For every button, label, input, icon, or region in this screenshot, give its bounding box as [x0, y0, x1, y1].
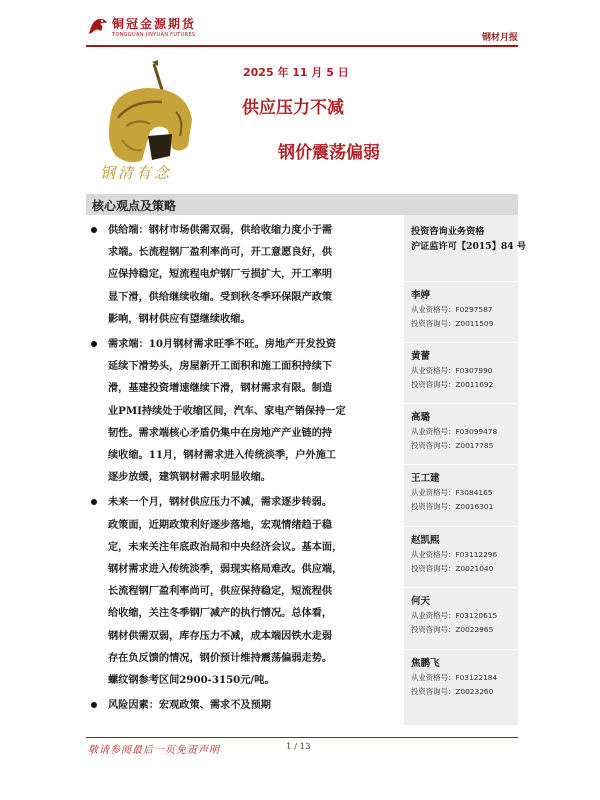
- paragraph-line: 应保持稳定，短流程电炉钢厂亏损扩大，开工率明: [108, 268, 333, 281]
- paragraph-line: 供给端：钢材市场供需双弱，供给收缩力度小于需: [108, 224, 333, 236]
- paragraph-line: 需求端：10月钢材需求旺季不旺。房地产开发投资: [108, 338, 337, 351]
- report-title: 供应压力不减: [242, 98, 344, 118]
- header-divider: [86, 45, 518, 47]
- paragraph-line: 钢材需求进入传统淡季，弱现实格局难改。供应端，: [108, 563, 343, 576]
- analyst-divider: [404, 403, 518, 404]
- report-type-label: 钢材月报: [481, 33, 518, 43]
- paragraph-line: 存在负反馈的情况，钢价预计维持震荡偏弱走势。: [108, 651, 333, 664]
- paragraph-line: 政策面，近期政策利好逐步落地，宏观情绪趋于稳: [108, 518, 333, 531]
- company-logo-icon: [86, 14, 110, 38]
- analyst-practice-id: 从业资格号：F03122184: [411, 673, 498, 682]
- analyst-consult-id: 投资咨询号：Z0017785: [411, 441, 494, 450]
- paragraph-line: 显下滑，供给继续收缩。受到秋冬季环保限产政策: [108, 290, 333, 303]
- page-number: 1 / 13: [286, 742, 311, 752]
- report-date: 2025 年 11 月 5 日: [243, 66, 349, 79]
- analyst-practice-id: 从业资格号：F03099478: [411, 427, 498, 436]
- analyst-practice-id: 从业资格号：F03112296: [411, 550, 498, 559]
- analyst-divider: [404, 342, 518, 343]
- analyst-consult-id: 投资咨询号：Z0011509: [411, 319, 494, 328]
- analyst-consult-id: 投资咨询号：Z0011692: [411, 380, 494, 389]
- paragraph-line: 求端。长流程钢厂盈利率尚可，开工意愿良好，供: [108, 246, 333, 259]
- qualification-title: 投资咨询业务资格: [411, 226, 485, 237]
- analyst-practice-id: 从业资格号：F03120615: [411, 611, 498, 620]
- disclaimer-note: 敬请参阅最后一页免责声明: [88, 745, 220, 756]
- paragraph-line: 钢材供需双弱，库存压力不减，成本端因铁水走弱: [108, 629, 333, 642]
- analyst-practice-id: 从业资格号：F0297587: [411, 305, 493, 314]
- bullet-paragraph: [88, 694, 396, 716]
- bullet-paragraph: [88, 491, 396, 691]
- analyst-name: 王工建: [411, 473, 440, 484]
- analyst-name: 焦鹏飞: [411, 658, 440, 669]
- calligraphy-motto: 钢清有念: [100, 164, 173, 182]
- analyst-consult-id: 投资咨询号：Z0016301: [411, 502, 494, 511]
- analyst-divider: [404, 587, 518, 588]
- paragraph-line: 业PMI持续处于收缩区间，汽车、家电产销保持一定: [108, 404, 346, 417]
- section-title: 核心观点及策略: [92, 199, 177, 213]
- core-views-content: [88, 219, 396, 716]
- paragraph-line: 续收缩。11月，钢材需求进入传统淡季，户外施工: [108, 449, 337, 462]
- analyst-name: 赵凯熙: [411, 535, 440, 546]
- analyst-practice-id: 从业资格号：F0307990: [411, 366, 493, 375]
- analyst-name: 黄蕾: [411, 351, 431, 362]
- paragraph-line: 长流程钢厂盈利率尚可，供应保持稳定，短流程供: [108, 585, 333, 598]
- brand-name-cn: 铜冠金源期货: [112, 17, 197, 31]
- paragraph-line: 未来一个月，钢材供应压力不减，需求逐步转弱。: [108, 496, 333, 509]
- bullet-dot-icon: [91, 702, 97, 708]
- analyst-divider: [404, 464, 518, 465]
- paragraph-line: 滑，基建投资增速继续下滑，钢材需求有限。制造: [108, 382, 333, 395]
- report-subtitle: 钢价震荡偏弱: [278, 143, 380, 163]
- analyst-divider: [404, 281, 518, 282]
- bullet-dot-icon: [91, 227, 97, 233]
- brand-name-en: TONGGUAN JINYUAN FUTURES: [112, 32, 196, 38]
- analyst-name: 李婷: [411, 290, 431, 301]
- analyst-consult-id: 投资咨询号：Z0023260: [411, 687, 494, 696]
- bullet-paragraph: [88, 333, 396, 488]
- paragraph-line: 螺纹钢参考区间2900-3150元/吨。: [108, 674, 275, 687]
- analyst-divider: [404, 649, 518, 650]
- paragraph-line: 给收缩，关注冬季钢厂减产的执行情况。总体看，: [108, 607, 333, 620]
- paragraph-line: 逐步放缓，建筑钢材需求明显收缩。: [108, 471, 271, 484]
- analyst-consult-id: 投资咨询号：Z0021040: [411, 564, 494, 573]
- analyst-divider: [404, 526, 518, 527]
- bullet-paragraph: [88, 219, 396, 330]
- paragraph-line: 定，未来关注年底政治局和中央经济会议。基本面，: [108, 540, 343, 553]
- license-number: 沪证监许可【2015】84 号: [411, 241, 527, 252]
- bullet-dot-icon: [91, 499, 97, 505]
- analyst-name: 何天: [411, 596, 431, 607]
- paragraph-line: 影响，钢材供应有望继续收缩。: [108, 312, 251, 325]
- paragraph-line: 风险因素：宏观政策、需求不及预期: [108, 699, 271, 712]
- analyst-consult-id: 投资咨询号：Z0022965: [411, 625, 494, 634]
- paragraph-line: 延续下滑势头，房屋新开工面积和施工面积持续下: [108, 360, 333, 373]
- bullet-dot-icon: [91, 341, 97, 347]
- analyst-practice-id: 从业资格号：F3084165: [411, 488, 493, 497]
- analyst-name: 高璐: [411, 412, 431, 423]
- paragraph-line: 韧性。需求端核心矛盾仍集中在房地产产业链的持: [108, 426, 333, 439]
- footer-divider: [86, 737, 518, 738]
